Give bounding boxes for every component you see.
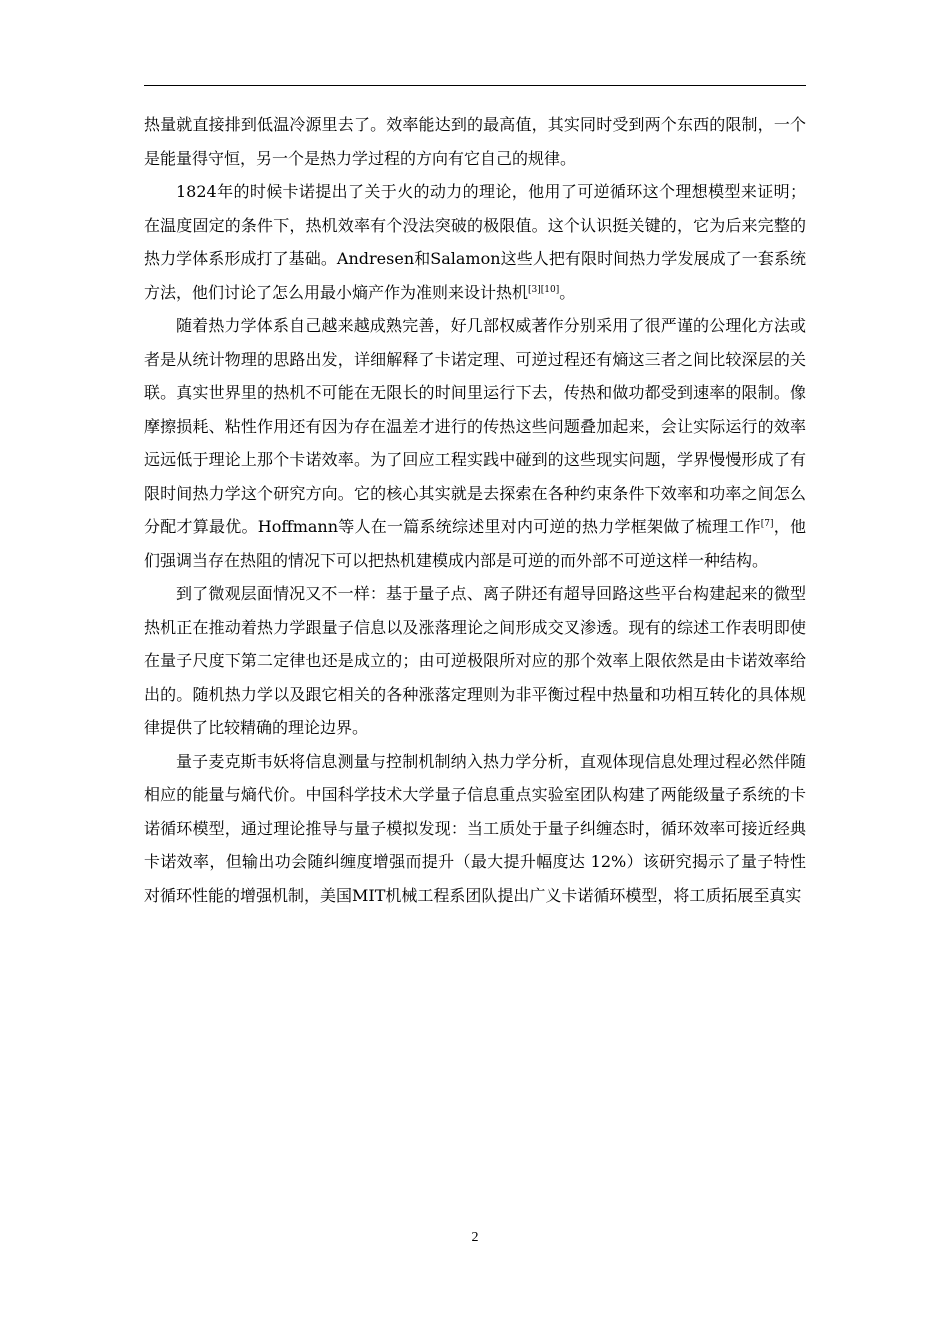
paragraph-text: 热量就直接排到低温冷源里去了。效率能达到的最高值，其实同时受到两个东西的限制，一个是能量得守恒，另一个是热力学过程的方向有它自己的规律。 xyxy=(144,115,806,168)
paragraph-tail: ，他们强调当存在热阻的情况下可以把热机建模成内部是可逆的而外部不可逆这样一种结构。 xyxy=(144,517,806,570)
citation-ref: [7] xyxy=(760,519,774,529)
paragraph-tail: 。 xyxy=(559,282,576,302)
paragraph-2 xyxy=(144,175,806,309)
page-number: 2 xyxy=(471,1230,479,1245)
paragraph-text: 随着热力学体系自己越来越成熟完善，好几部权威著作分别采用了很严谨的公理化方法或者是从统计物理的思路出发，详细解释了卡诺定理、可逆过程还有熵这三者之间比较深层的关联。真实世界里的热机不可能在无限长的时间里运行下去，传热和做功都受到速率的限制。像摩擦损耗、粘性作用还有因为存在温差才进行的传热这些问题叠加起来，会让实际运行的效率远远低于理论上那个卡诺效率。为了回应工程实践中碰到的这些现实问题，学界慢慢形成了有限时间热力学这个研究方向。它的核心其实就是去探索在各种约束条件下效率和功率之间怎么分配才算最优。Hoffmann等人在一篇系统综述里对内可逆的热力学框架做了梳理工作 xyxy=(144,316,806,536)
paragraph-5 xyxy=(144,745,806,913)
paragraph-text: 1824年的时候卡诺提出了关于火的动力的理论，他用了可逆循环这个理想模型来证明；在温度固定的条件下，热机效率有个没法突破的极限值。这个认识挺关键的，它为后来完整的热力学体系形成打了基础。Andresen和Salamon这些人把有限时间热力学发展成了一套系统方法，他们讨论了怎么用最小熵产作为准则来设计热机 xyxy=(144,182,806,302)
paragraph-text: 量子麦克斯韦妖将信息测量与控制机制纳入热力学分析，直观体现信息处理过程必然伴随相应的能量与熵代价。中国科学技术大学量子信息重点实验室团队构建了两能级量子系统的卡诺循环模型，通过理论推导与量子模拟发现：当工质处于量子纠缠态时，循环效率可接近经典卡诺效率，但输出功会随纠缠度增强而提升（最大提升幅度达 12%）该研究揭示了量子特性对循环性能的增强机制，美国MIT机械工程系团队提出广义卡诺循环模型，将工质拓展至真实 xyxy=(144,751,806,905)
body-text xyxy=(144,108,806,912)
paragraph-3 xyxy=(144,309,806,577)
paragraph-text: 到了微观层面情况又不一样：基于量子点、离子阱还有超导回路这些平台构建起来的微型热机正在推动着热力学跟量子信息以及涨落理论之间形成交叉渗透。现有的综述工作表明即使在量子尺度下第二定律也还是成立的；由可逆极限所对应的那个效率上限依然是由卡诺效率给出的。随机热力学以及跟它相关的各种涨落定理则为非平衡过程中热量和功相互转化的具体规律提供了比较精确的理论边界。 xyxy=(144,584,806,737)
header-rule xyxy=(144,85,806,86)
citation-ref: [3][10] xyxy=(528,284,560,295)
paragraph-4 xyxy=(144,577,806,745)
paragraph-1 xyxy=(144,108,806,175)
